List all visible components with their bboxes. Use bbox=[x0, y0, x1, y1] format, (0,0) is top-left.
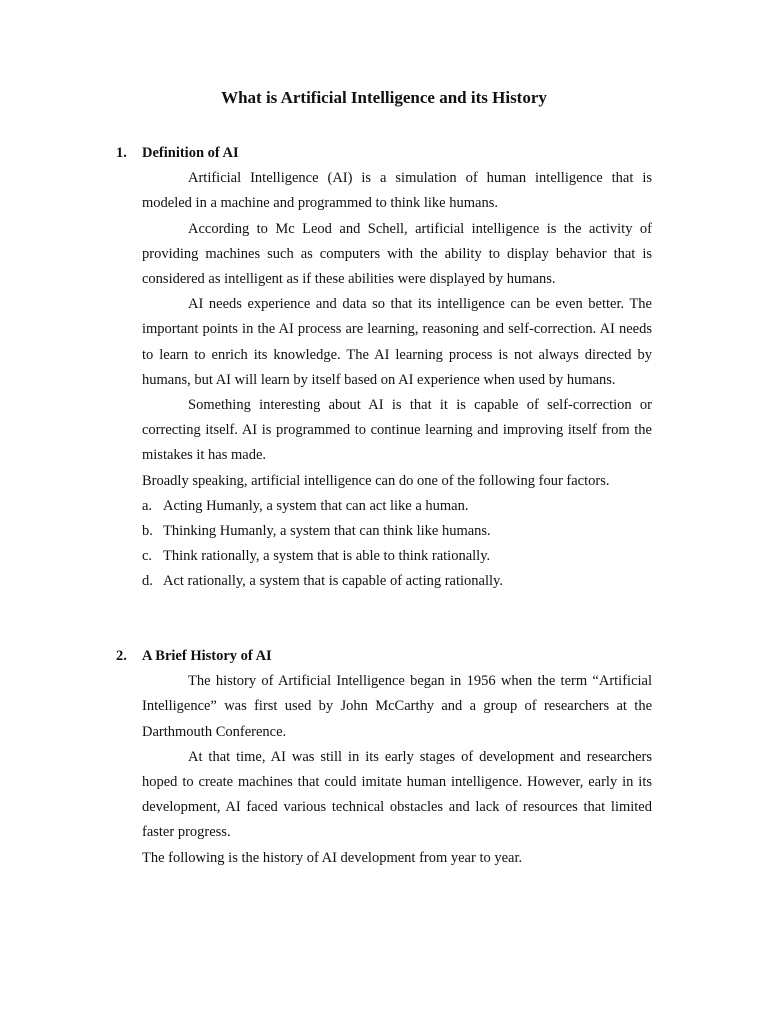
list-item-text: Thinking Humanly, a system that can think like humans. bbox=[163, 523, 491, 540]
section-title: Definition of AI bbox=[142, 145, 239, 161]
paragraph: The history of Artificial Intelligence began in 1956 when the term “Artificial Intelligence” was first used by John McCarthy and a group of researchers at the Darthmouth Conference. bbox=[142, 673, 652, 740]
paragraph: Artificial Intelligence (AI) is a simulation of human intelligence that is modeled in a machine and programmed to think like humans. bbox=[142, 170, 652, 212]
list-item bbox=[142, 494, 652, 519]
list-item-text: Acting Humanly, a system that can act like a human. bbox=[163, 497, 469, 514]
list-item-text: Act rationally, a system that is capable of acting rationally. bbox=[163, 573, 503, 590]
list-marker: b. bbox=[142, 523, 153, 540]
section-definition-of-ai bbox=[116, 141, 652, 595]
section-body bbox=[142, 166, 652, 594]
list-item-text: Think rationally, a system that is able to think rationally. bbox=[163, 548, 491, 565]
paragraph: At that time, AI was still in its early stages of development and researchers hoped to create machines that could imitate human intelligence. However, early in its development, AI faced various technical obstacles and lack of resources that limited faster progress. bbox=[142, 748, 652, 841]
document-title: What is Artificial Intelligence and its History bbox=[221, 88, 547, 107]
list-item bbox=[142, 569, 652, 594]
factor-list bbox=[142, 494, 652, 595]
section-brief-history-of-ai bbox=[116, 644, 652, 871]
list-marker: c. bbox=[142, 548, 153, 565]
paragraph: Broadly speaking, artificial intelligence can do one of the following four factors. bbox=[142, 472, 610, 489]
section-body bbox=[142, 669, 652, 871]
paragraph: AI needs experience and data so that its intelligence can be even better. The important points in the AI process are learning, reasoning and self-correction. AI needs to learn to enrich its knowledge. The AI learning process is not always directed by humans, but AI will learn by itself based on AI experience when used by humans. bbox=[142, 296, 652, 388]
paragraph: According to Mc Leod and Schell, artificial intelligence is the activity of providing machines such as computers with the ability to display behavior that is considered as intelligent as if these abilities were displayed by humans. bbox=[142, 220, 652, 288]
section-heading bbox=[116, 141, 652, 166]
list-marker: a. bbox=[142, 497, 153, 514]
list-marker: d. bbox=[142, 573, 153, 590]
section-number: 1. bbox=[116, 145, 127, 161]
paragraph: Something interesting about AI is that it is capable of self-correction or correcting itself. AI is programmed to continue learning and improving itself from the mistakes it has made. bbox=[142, 397, 652, 464]
paragraph: The following is the history of AI development from year to year. bbox=[142, 849, 523, 866]
section-heading bbox=[116, 644, 652, 669]
list-item bbox=[142, 544, 652, 569]
list-item bbox=[142, 519, 652, 544]
section-number: 2. bbox=[116, 648, 127, 664]
section-title: A Brief History of AI bbox=[142, 648, 272, 664]
